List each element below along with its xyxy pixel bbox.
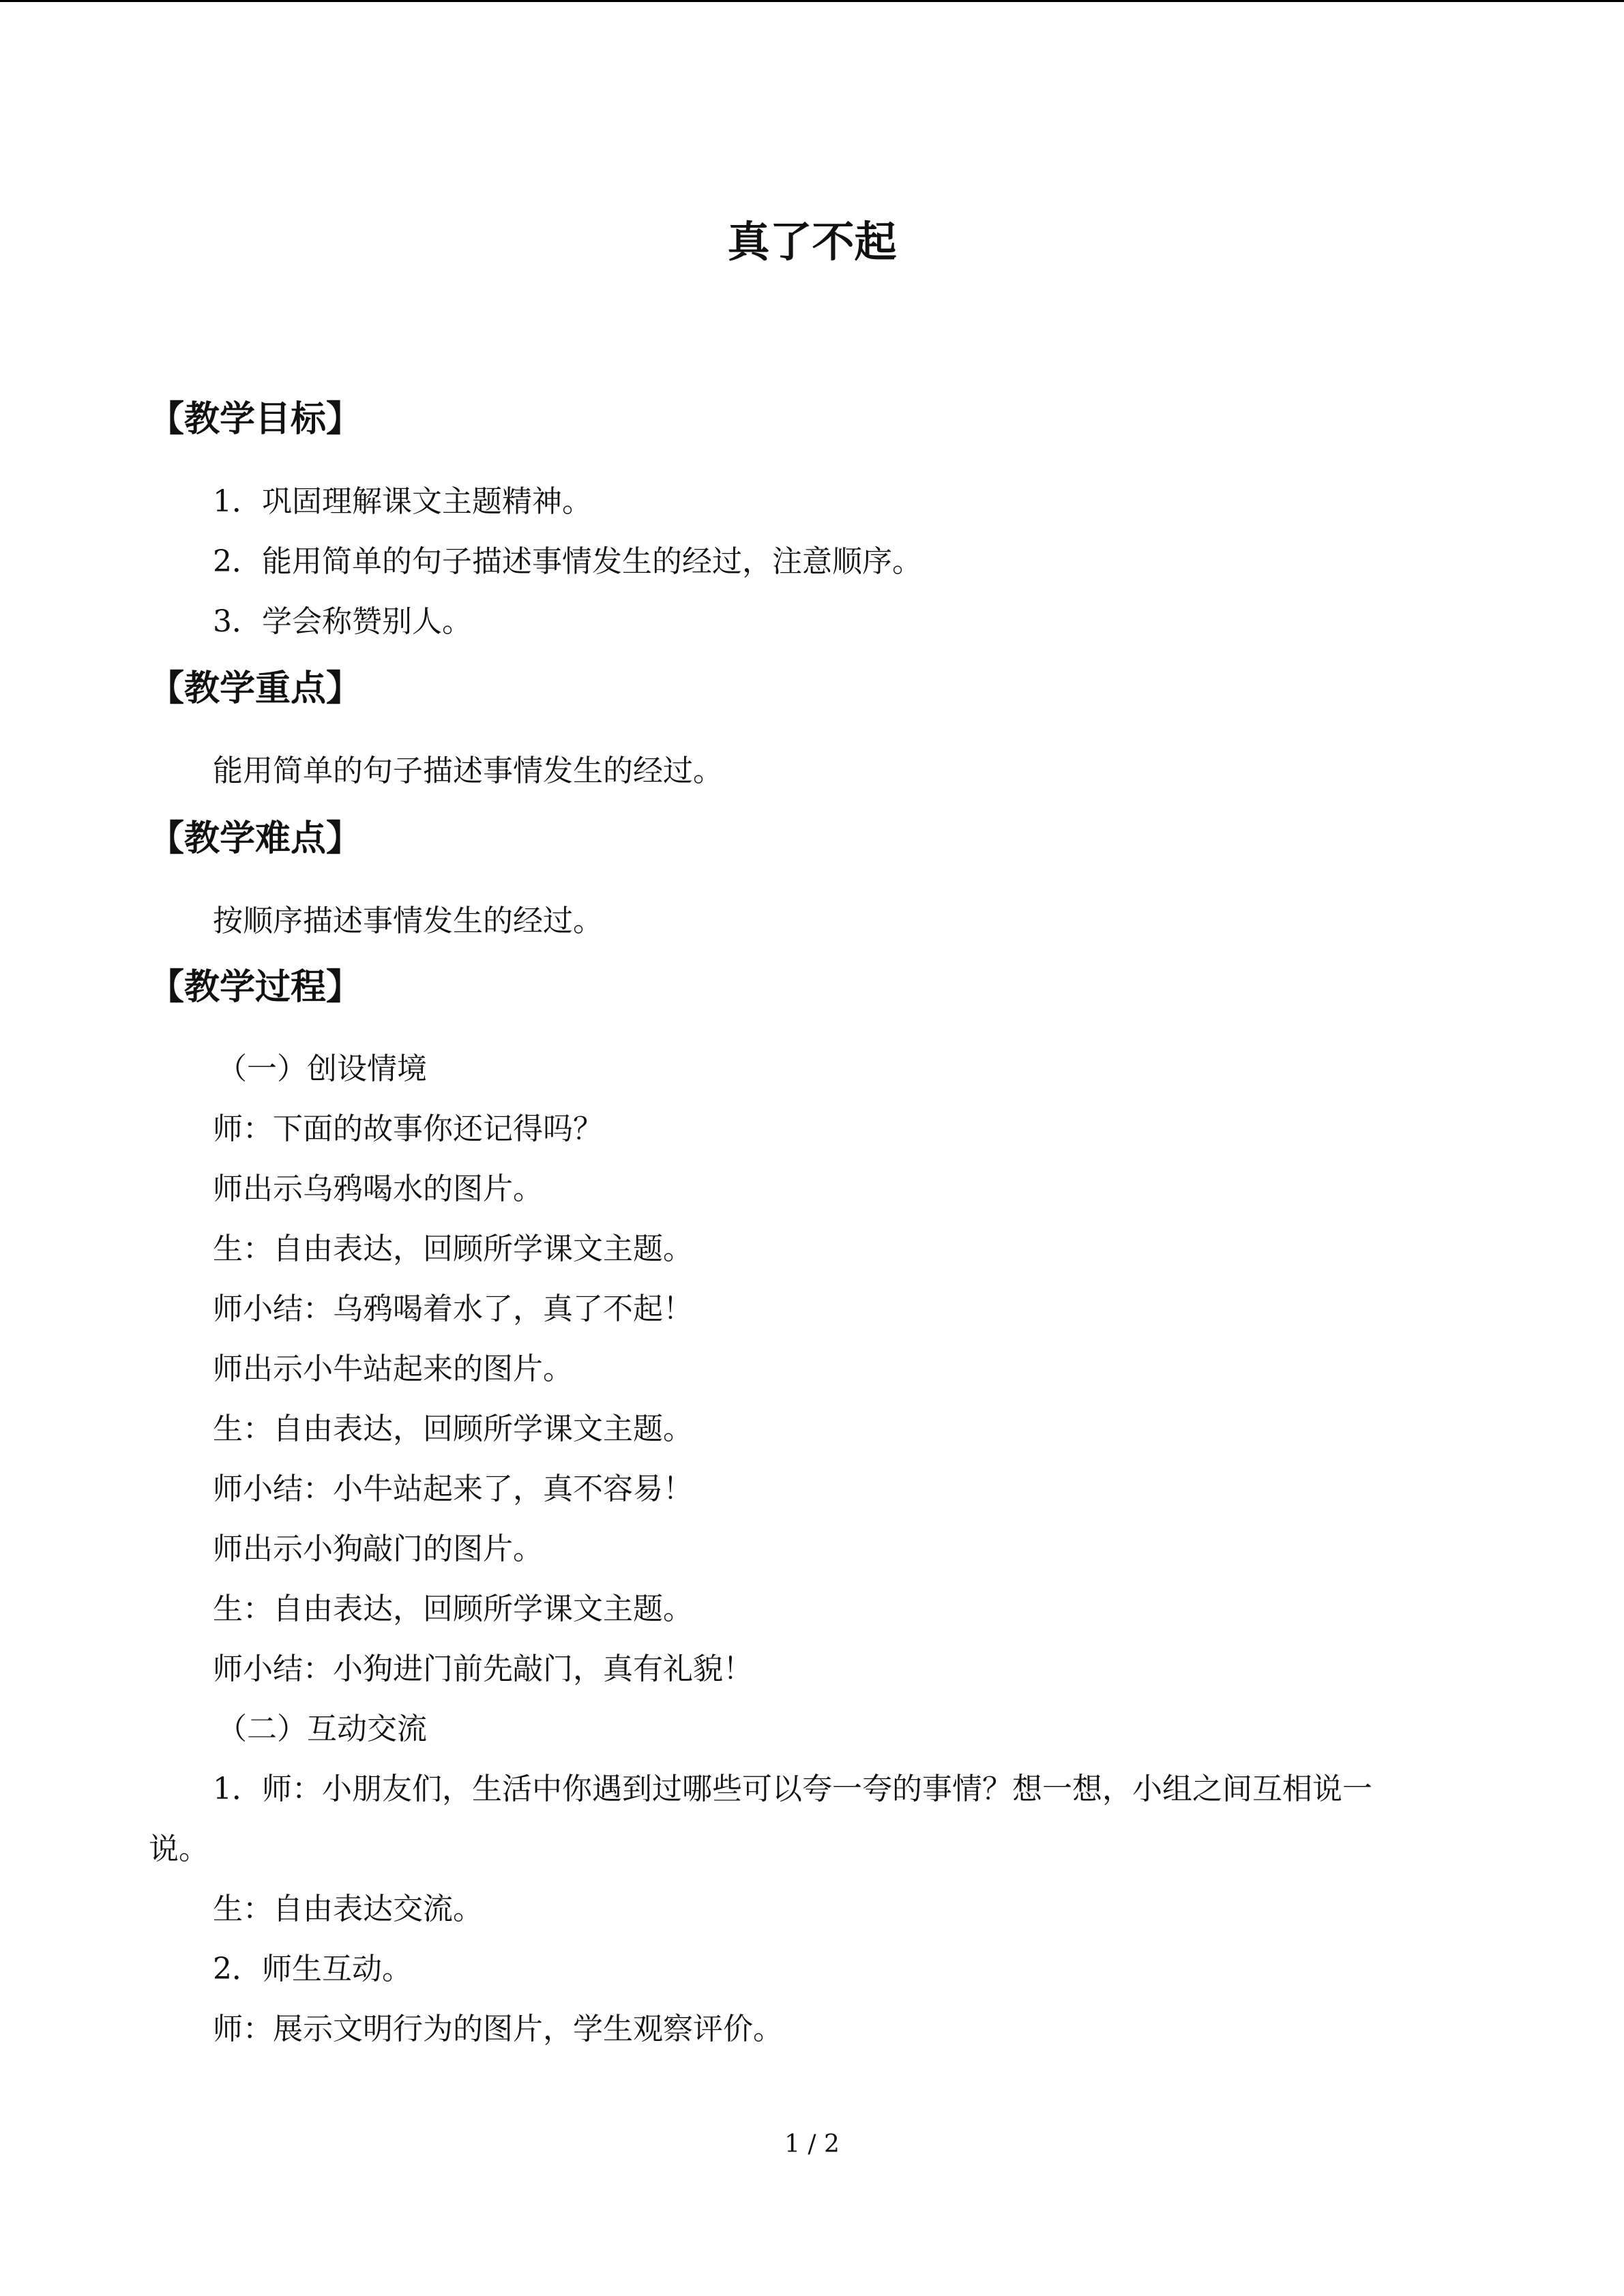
process-line: 师出示乌鸦喝水的图片。	[213, 1172, 543, 1206]
process-line: 师：展示文明行为的图片，学生观察评价。	[213, 2012, 783, 2046]
section-heading-difficulties: 【教学难点】	[149, 818, 362, 859]
process-line: 生：自由表达，回顾所学课文主题。	[213, 1412, 693, 1446]
process-line: 生：自由表达，回顾所学课文主题。	[213, 1592, 693, 1626]
process-part1-title: （一）创设情境	[217, 1052, 427, 1086]
process-line: 师：下面的故事你还记得吗？	[213, 1112, 603, 1146]
process-line-continued: 说。	[149, 1832, 209, 1866]
process-line: 师出示小狗敲门的图片。	[213, 1532, 543, 1566]
document-title: 真了不起	[727, 217, 897, 267]
page-number: 1 / 2	[784, 2130, 840, 2158]
process-line: 师小结：乌鸦喝着水了，真了不起！	[213, 1292, 693, 1326]
section-heading-objectives: 【教学目标】	[149, 399, 362, 440]
process-line: 生：自由表达交流。	[213, 1892, 483, 1926]
key-points-text: 能用简单的句子描述事情发生的经过。	[213, 754, 723, 788]
process-line: 师小结：小牛站起来了，真不容易！	[213, 1472, 693, 1506]
process-line: 生：自由表达，回顾所学课文主题。	[213, 1232, 693, 1266]
process-line: 师小结：小狗进门前先敲门，真有礼貌！	[213, 1652, 753, 1686]
process-line: 2．师生互动。	[213, 1952, 412, 1986]
process-line: 1．师：小朋友们，生活中你遇到过哪些可以夸一夸的事情？想一想，小组之间互相说一	[213, 1772, 1372, 1806]
process-line: 师出示小牛站起来的图片。	[213, 1352, 573, 1386]
objective-item: 3．学会称赞别人。	[213, 604, 472, 639]
objective-item: 1．巩固理解课文主题精神。	[213, 484, 592, 519]
objective-item: 2．能用简单的句子描述事情发生的经过，注意顺序。	[213, 544, 922, 579]
difficulties-text: 按顺序描述事情发生的经过。	[213, 904, 603, 938]
section-heading-process: 【教学过程】	[149, 967, 362, 1008]
process-part2-title: （二）互动交流	[217, 1712, 427, 1746]
section-heading-key-points: 【教学重点】	[149, 668, 362, 709]
